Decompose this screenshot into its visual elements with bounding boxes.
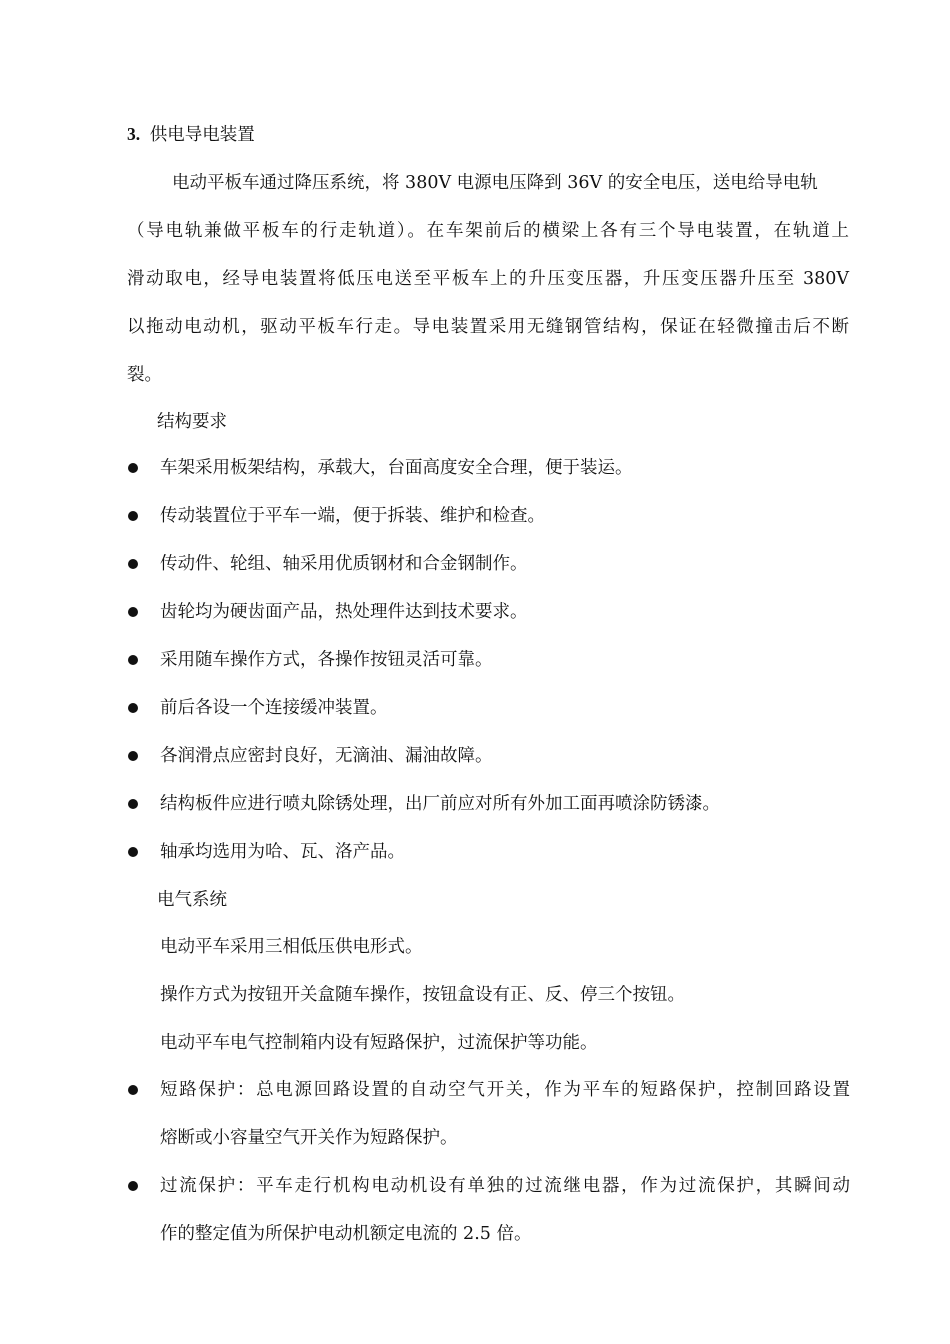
structure-heading: 结构要求 [157, 412, 227, 432]
bullet-icon [128, 559, 138, 569]
structure-item: 轴承均选用为哈、瓦、洛产品。 [160, 842, 405, 862]
structure-item: 结构板件应进行喷丸除锈处理，出厂前应对所有外加工面再喷涂防锈漆。 [160, 794, 720, 814]
bullet-icon [128, 703, 138, 713]
section-title: 供电导电装置 [149, 125, 255, 145]
intro-line-4: 以拖动电动机，驱动平板车行走。导电装置采用无缝钢管结构，保证在轻微撞击后不断 [127, 317, 849, 337]
bullet-icon [128, 607, 138, 617]
electrical-paragraph: 电动平车电气控制箱内设有短路保护，过流保护等功能。 [160, 1033, 598, 1053]
protection-line-1: 过流保护：平车走行机构电动机设有单独的过流继电器，作为过流保护，其瞬间动 [160, 1176, 850, 1196]
bullet-icon [128, 799, 138, 809]
structure-item: 车架采用板架结构，承载大，台面高度安全合理，便于装运。 [160, 458, 633, 478]
protection-line-2: 熔断或小容量空气开关作为短路保护。 [160, 1128, 458, 1148]
bullet-icon [128, 751, 138, 761]
electrical-heading: 电气系统 [157, 890, 227, 910]
section-number: 3. [127, 124, 141, 144]
structure-item: 各润滑点应密封良好，无滴油、漏油故障。 [160, 746, 493, 766]
electrical-paragraph: 操作方式为按钮开关盒随车操作，按钮盒设有正、反、停三个按钮。 [160, 985, 685, 1005]
structure-item: 传动件、轮组、轴采用优质钢材和合金钢制作。 [160, 554, 528, 574]
intro-line-5: 裂。 [127, 365, 162, 385]
bullet-icon [128, 511, 138, 521]
structure-item: 采用随车操作方式，各操作按钮灵活可靠。 [160, 650, 493, 670]
bullet-icon [128, 1085, 138, 1095]
protection-line-1: 短路保护：总电源回路设置的自动空气开关，作为平车的短路保护，控制回路设置 [160, 1080, 850, 1100]
structure-item: 齿轮均为硬齿面产品，热处理件达到技术要求。 [160, 602, 528, 622]
intro-line-1: 电动平板车通过降压系统，将 380V 电源电压降到 36V 的安全电压，送电给导电轨 [172, 173, 818, 193]
intro-line-2: （导电轨兼做平板车的行走轨道）。在车架前后的横梁上各有三个导电装置，在轨道上 [127, 221, 849, 241]
bullet-icon [128, 655, 138, 665]
bullet-icon [128, 847, 138, 857]
structure-item: 传动装置位于平车一端，便于拆装、维护和检查。 [160, 506, 545, 526]
protection-line-2: 作的整定值为所保护电动机额定电流的 2.5 倍。 [160, 1224, 532, 1244]
intro-line-3: 滑动取电，经导电装置将低压电送至平板车上的升压变压器，升压变压器升压至 380V [127, 269, 849, 289]
section-heading [127, 122, 255, 147]
electrical-paragraph: 电动平车采用三相低压供电形式。 [160, 937, 423, 957]
bullet-icon [128, 463, 138, 473]
bullet-icon [128, 1181, 138, 1191]
structure-item: 前后各设一个连接缓冲装置。 [160, 698, 388, 718]
